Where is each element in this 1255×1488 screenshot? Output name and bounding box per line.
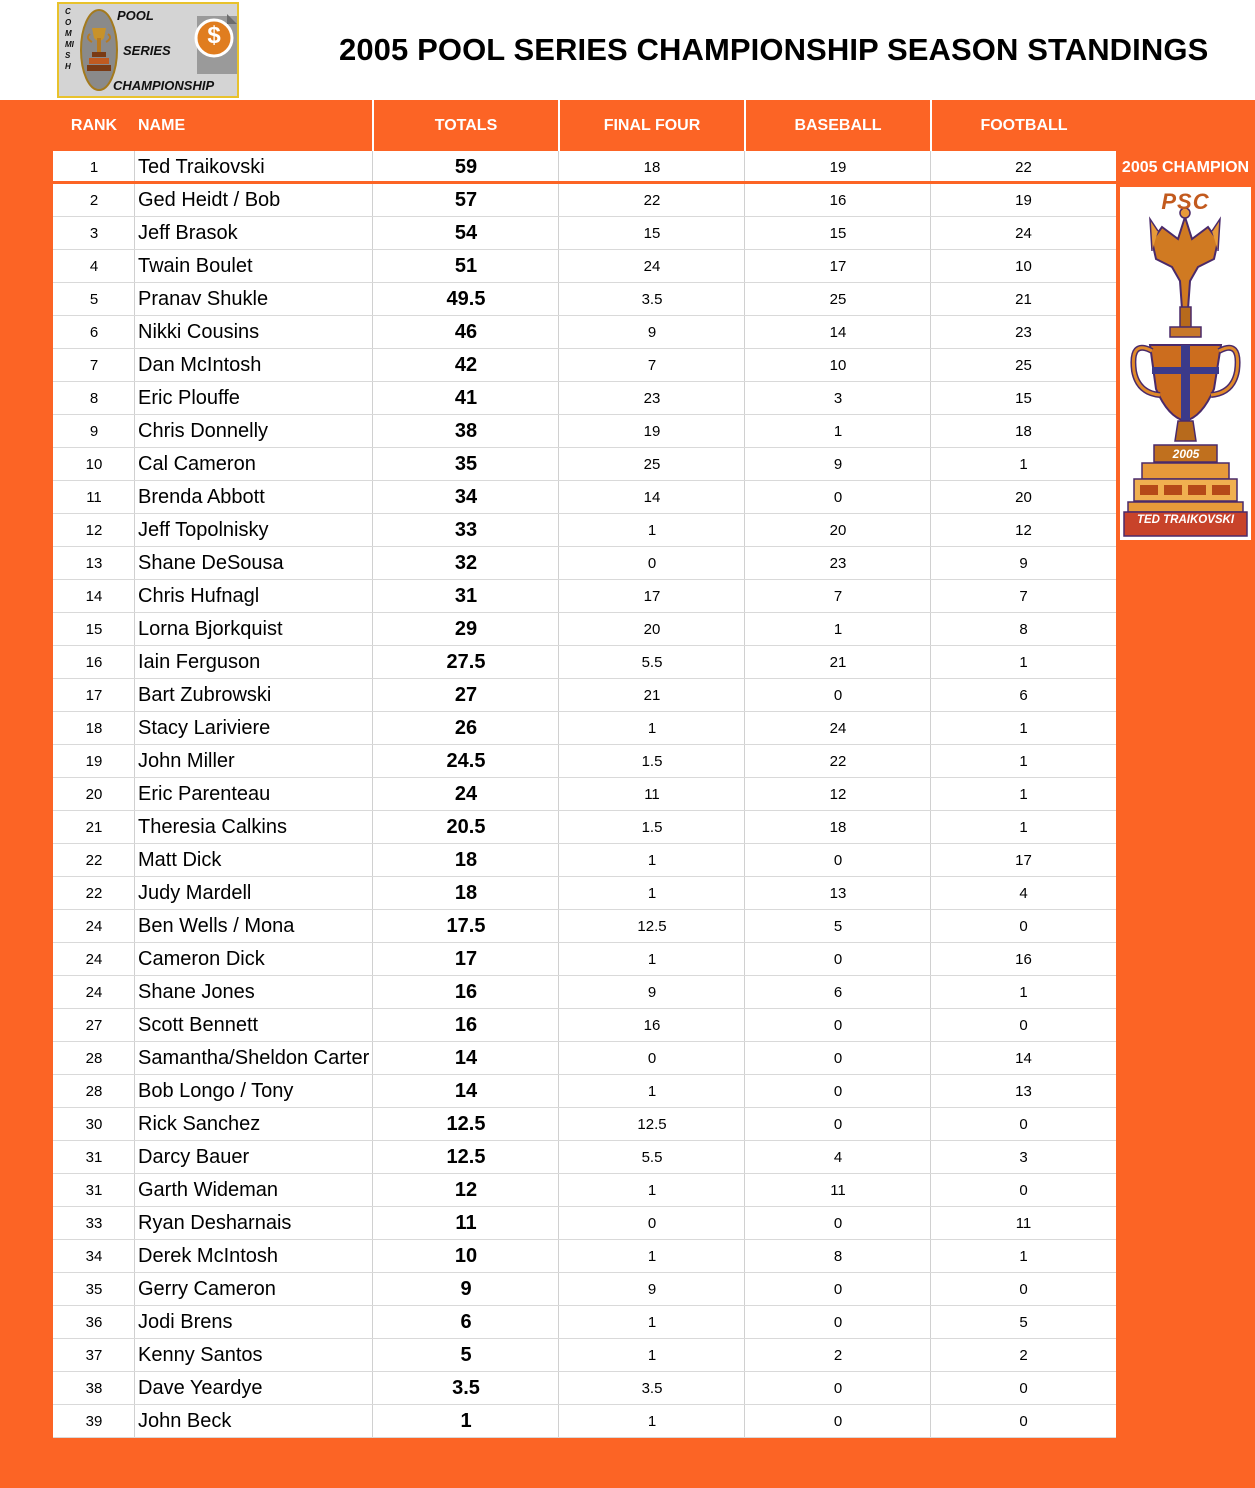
baseball-cell: 10	[829, 357, 847, 374]
baseball-cell: 0	[833, 1281, 843, 1298]
baseball-cell: 0	[833, 1050, 843, 1067]
table-row	[53, 283, 1116, 316]
football-cell: 0	[1019, 1281, 1028, 1298]
final-four-cell: 5.5	[641, 654, 663, 671]
rank-cell: 3	[89, 225, 99, 242]
totals-cell: 38	[454, 420, 478, 442]
rank-cell: 10	[85, 456, 103, 473]
football-cell: 0	[1019, 1182, 1028, 1199]
rank-cell: 22	[85, 852, 103, 869]
totals-cell: 11	[455, 1212, 477, 1234]
football-cell: 23	[1015, 324, 1032, 341]
totals-cell: 14	[454, 1080, 478, 1102]
baseball-cell: 1	[833, 621, 843, 638]
totals-cell: 10	[454, 1245, 478, 1267]
final-four-cell: 3.5	[641, 291, 663, 308]
totals-cell: 59	[454, 156, 478, 178]
name-cell: Twain Boulet	[138, 255, 253, 277]
name-cell: Bob Longo / Tony	[138, 1080, 294, 1102]
rank-cell: 24	[85, 951, 103, 968]
column-header-final-four: FINAL FOUR	[603, 117, 701, 134]
rank-cell: 27	[85, 1017, 103, 1034]
rank-cell: 34	[85, 1248, 103, 1265]
totals-cell: 1	[460, 1410, 472, 1432]
table-row	[53, 712, 1116, 745]
football-cell: 7	[1019, 588, 1028, 605]
baseball-cell: 0	[833, 852, 843, 869]
baseball-cell: 0	[833, 1314, 843, 1331]
baseball-cell: 18	[829, 819, 847, 836]
football-cell: 24	[1015, 225, 1032, 242]
name-cell: Bart Zubrowski	[138, 684, 272, 706]
final-four-cell: 3.5	[641, 1380, 663, 1397]
totals-cell: 16	[454, 1014, 478, 1036]
football-cell: 21	[1015, 291, 1032, 308]
final-four-cell: 12.5	[637, 918, 667, 935]
final-four-cell: 1	[647, 720, 657, 737]
football-cell: 0	[1019, 1380, 1028, 1397]
rank-cell: 19	[85, 753, 103, 770]
table-row	[53, 1240, 1116, 1273]
rank-cell: 6	[89, 324, 99, 341]
name-cell: Theresia Calkins	[138, 816, 287, 838]
totals-cell: 41	[454, 387, 478, 409]
baseball-cell: 14	[829, 324, 847, 341]
baseball-cell: 0	[833, 951, 843, 968]
final-four-cell: 24	[643, 258, 661, 275]
rank-cell: 1	[89, 159, 99, 176]
name-cell: Jeff Brasok	[138, 222, 238, 244]
name-cell: Dave Yeardye	[138, 1377, 263, 1399]
totals-cell: 17	[454, 948, 478, 970]
table-row	[53, 481, 1116, 514]
football-cell: 11	[1015, 1215, 1032, 1232]
football-cell: 1	[1019, 456, 1028, 473]
final-four-cell: 7	[647, 357, 657, 374]
football-cell: 5	[1019, 1314, 1028, 1331]
totals-cell: 18	[454, 882, 478, 904]
totals-cell: 26	[454, 717, 478, 739]
name-cell: Stacy Lariviere	[138, 717, 271, 739]
table-row	[53, 1042, 1116, 1075]
rank-cell: 5	[89, 291, 99, 308]
football-cell: 12	[1015, 522, 1032, 539]
football-cell: 0	[1019, 1413, 1028, 1430]
trophy-title: PSC	[1161, 189, 1210, 214]
baseball-cell: 6	[833, 984, 843, 1001]
totals-cell: 32	[454, 552, 478, 574]
table-row	[53, 1141, 1116, 1174]
rank-cell: 17	[85, 687, 103, 704]
final-four-cell: 1	[647, 1182, 657, 1199]
table-row	[53, 844, 1116, 877]
football-cell: 17	[1015, 852, 1032, 869]
baseball-cell: 17	[829, 258, 847, 275]
name-cell: Pranav Shukle	[138, 288, 269, 310]
table-row	[53, 943, 1116, 976]
baseball-cell: 4	[833, 1149, 843, 1166]
baseball-cell: 22	[829, 753, 847, 770]
rank-cell: 24	[85, 984, 103, 1001]
football-cell: 20	[1015, 489, 1032, 506]
baseball-cell: 0	[833, 1116, 843, 1133]
name-cell: John Beck	[138, 1410, 232, 1432]
table-row	[53, 1108, 1116, 1141]
football-cell: 13	[1015, 1083, 1032, 1100]
table-row	[53, 514, 1116, 547]
rank-cell: 35	[85, 1281, 103, 1298]
baseball-cell: 21	[829, 654, 847, 671]
final-four-cell: 21	[643, 687, 661, 704]
page-title: 2005 POOL SERIES CHAMPIONSHIP SEASON STANDINGS	[339, 32, 1209, 67]
totals-cell: 34	[454, 486, 478, 508]
baseball-cell: 0	[833, 1380, 843, 1397]
rank-cell: 28	[85, 1083, 103, 1100]
final-four-cell: 1	[647, 1347, 657, 1364]
table-row	[53, 1009, 1116, 1042]
rank-cell: 39	[85, 1413, 103, 1430]
name-cell: Cameron Dick	[138, 948, 265, 970]
football-cell: 4	[1019, 885, 1028, 902]
football-cell: 9	[1019, 555, 1028, 572]
baseball-cell: 0	[833, 687, 843, 704]
rank-cell: 9	[89, 423, 99, 440]
final-four-cell: 1	[647, 852, 657, 869]
football-cell: 0	[1019, 1017, 1028, 1034]
rank-cell: 20	[85, 786, 103, 803]
name-cell: Chris Donnelly	[138, 420, 269, 442]
table-row	[53, 547, 1116, 580]
name-cell: Gerry Cameron	[138, 1278, 276, 1300]
rank-cell: 31	[85, 1182, 103, 1199]
name-cell: Samantha/Sheldon Carter	[138, 1047, 370, 1069]
final-four-cell: 1	[647, 885, 657, 902]
rank-cell: 36	[85, 1314, 103, 1331]
football-cell: 1	[1019, 1248, 1028, 1265]
final-four-cell: 1	[647, 951, 657, 968]
baseball-cell: 20	[829, 522, 847, 539]
final-four-cell: 14	[643, 489, 661, 506]
table-row	[53, 613, 1116, 646]
final-four-cell: 1	[647, 522, 657, 539]
table-row	[53, 184, 1116, 217]
table-row	[53, 217, 1116, 250]
totals-cell: 3.5	[452, 1377, 480, 1399]
standings-table	[53, 151, 1116, 1437]
table-row	[53, 1174, 1116, 1207]
logo-commish-text: COMMISH	[65, 7, 74, 71]
column-header-football: FOOTBALL	[980, 117, 1068, 134]
trophy-year: 2005	[1172, 447, 1200, 461]
table-row	[53, 1207, 1116, 1240]
table-row	[53, 316, 1116, 349]
table-row	[53, 349, 1116, 382]
name-cell: Ben Wells / Mona	[138, 915, 295, 937]
name-cell: Derek McIntosh	[138, 1245, 279, 1267]
table-row	[53, 1306, 1116, 1339]
baseball-cell: 3	[833, 390, 843, 407]
table-row	[53, 745, 1116, 778]
rank-cell: 16	[85, 654, 103, 671]
final-four-cell: 0	[647, 1050, 657, 1067]
final-four-cell: 1	[647, 1314, 657, 1331]
champion-trophy	[1120, 187, 1251, 540]
final-four-cell: 17	[643, 588, 661, 605]
table-row	[53, 1339, 1116, 1372]
table-row	[53, 976, 1116, 1009]
football-cell: 3	[1019, 1149, 1028, 1166]
final-four-cell: 15	[643, 225, 661, 242]
football-cell: 1	[1019, 819, 1028, 836]
baseball-cell: 24	[829, 720, 847, 737]
totals-cell: 12.5	[446, 1113, 486, 1135]
final-four-cell: 23	[643, 390, 661, 407]
logo-championship-text: CHAMPIONSHIP	[113, 78, 215, 93]
table-row	[53, 778, 1116, 811]
column-header-baseball: BASEBALL	[794, 117, 882, 134]
final-four-cell: 0	[647, 555, 657, 572]
totals-cell: 54	[454, 222, 478, 244]
final-four-cell: 20	[643, 621, 661, 638]
football-cell: 18	[1015, 423, 1032, 440]
name-cell: Ted Traikovski	[138, 156, 265, 178]
pool-series-logo	[57, 2, 239, 98]
name-cell: Garth Wideman	[138, 1179, 279, 1201]
final-four-cell: 1.5	[641, 753, 663, 770]
table-row	[53, 1273, 1116, 1306]
rank-cell: 2	[89, 192, 99, 209]
football-cell: 6	[1019, 687, 1028, 704]
baseball-cell: 0	[833, 489, 843, 506]
rank-cell: 7	[89, 357, 99, 374]
name-cell: Rick Sanchez	[138, 1113, 261, 1135]
totals-cell: 33	[454, 519, 478, 541]
rank-cell: 28	[85, 1050, 103, 1067]
name-cell: Ryan Desharnais	[138, 1212, 292, 1234]
baseball-cell: 25	[829, 291, 847, 308]
rank-cell: 24	[85, 918, 103, 935]
football-cell: 1	[1019, 786, 1028, 803]
rank-cell: 33	[85, 1215, 103, 1232]
rank-cell: 11	[86, 489, 102, 506]
rank-cell: 15	[85, 621, 103, 638]
table-row	[53, 910, 1116, 943]
table-row	[53, 448, 1116, 481]
table-row	[53, 580, 1116, 613]
football-cell: 0	[1019, 1116, 1028, 1133]
totals-cell: 42	[454, 354, 478, 376]
name-cell: Shane DeSousa	[138, 552, 284, 574]
totals-cell: 27.5	[446, 651, 486, 673]
table-row	[53, 415, 1116, 448]
football-cell: 2	[1019, 1347, 1028, 1364]
final-four-cell: 18	[643, 159, 661, 176]
rank-cell: 18	[85, 720, 103, 737]
final-four-cell: 9	[647, 324, 657, 341]
baseball-cell: 1	[833, 423, 843, 440]
table-row	[53, 646, 1116, 679]
baseball-cell: 11	[830, 1182, 846, 1199]
rank-cell: 30	[85, 1116, 103, 1133]
table-row	[53, 151, 1116, 184]
table-row	[53, 811, 1116, 844]
totals-cell: 57	[454, 189, 478, 211]
baseball-cell: 8	[833, 1248, 843, 1265]
table-row	[53, 250, 1116, 283]
rank-cell: 37	[85, 1347, 103, 1364]
football-cell: 8	[1019, 621, 1028, 638]
table-row	[53, 1405, 1116, 1438]
baseball-cell: 7	[833, 588, 843, 605]
name-cell: Shane Jones	[138, 981, 255, 1003]
name-cell: Brenda Abbott	[138, 486, 265, 508]
baseball-cell: 13	[829, 885, 847, 902]
name-cell: Ged Heidt / Bob	[138, 189, 281, 211]
rank-cell: 14	[85, 588, 103, 605]
name-cell: Chris Hufnagl	[138, 585, 260, 607]
final-four-cell: 9	[647, 984, 657, 1001]
final-four-cell: 1	[647, 1413, 657, 1430]
totals-cell: 31	[454, 585, 478, 607]
football-cell: 25	[1015, 357, 1032, 374]
trophy-winner-name: TED TRAIKOVSKI	[1136, 514, 1235, 526]
football-cell: 1	[1019, 654, 1028, 671]
baseball-cell: 0	[833, 1083, 843, 1100]
baseball-cell: 23	[829, 555, 847, 572]
rank-cell: 4	[89, 258, 99, 275]
table-row	[53, 382, 1116, 415]
name-cell: Iain Ferguson	[138, 651, 261, 673]
table-row	[53, 1372, 1116, 1405]
header	[0, 0, 1255, 100]
final-four-cell: 16	[643, 1017, 661, 1034]
rank-cell: 8	[89, 390, 99, 407]
name-cell: Eric Parenteau	[138, 783, 271, 805]
final-four-cell: 5.5	[641, 1149, 663, 1166]
champion-label: 2005 CHAMPION	[1121, 159, 1250, 176]
totals-cell: 24	[454, 783, 478, 805]
final-four-cell: 1	[647, 1083, 657, 1100]
totals-cell: 17.5	[446, 915, 486, 937]
final-four-cell: 9	[647, 1281, 657, 1298]
name-cell: Lorna Bjorkquist	[138, 618, 283, 640]
name-cell: Kenny Santos	[138, 1344, 263, 1366]
totals-cell: 27	[454, 684, 478, 706]
totals-cell: 14	[454, 1047, 478, 1069]
baseball-cell: 9	[833, 456, 843, 473]
baseball-cell: 15	[829, 225, 847, 242]
football-cell: 16	[1015, 951, 1032, 968]
name-cell: Scott Bennett	[138, 1014, 259, 1036]
baseball-cell: 5	[833, 918, 843, 935]
name-cell: Judy Mardell	[138, 882, 252, 904]
table-row	[53, 1075, 1116, 1108]
football-cell: 19	[1015, 192, 1032, 209]
column-header-rank: RANK	[70, 117, 118, 134]
table-row	[53, 679, 1116, 712]
logo-pool-text: POOL	[117, 8, 154, 23]
football-cell: 15	[1015, 390, 1032, 407]
final-four-cell: 12.5	[637, 1116, 667, 1133]
football-cell: 0	[1019, 918, 1028, 935]
baseball-cell: 0	[833, 1215, 843, 1232]
table-row	[53, 877, 1116, 910]
totals-cell: 16	[454, 981, 478, 1003]
final-four-cell: 1	[647, 1248, 657, 1265]
name-cell: Jeff Topolnisky	[138, 519, 269, 541]
football-cell: 1	[1019, 720, 1028, 737]
logo-series-text: SERIES	[123, 43, 171, 58]
totals-cell: 29	[454, 618, 478, 640]
baseball-cell: 0	[833, 1413, 843, 1430]
rank-cell: 21	[85, 819, 103, 836]
totals-cell: 35	[454, 453, 478, 475]
final-four-cell: 22	[643, 192, 661, 209]
totals-cell: 20.5	[446, 816, 486, 838]
name-cell: Dan McIntosh	[138, 354, 262, 376]
final-four-cell: 19	[643, 423, 661, 440]
final-four-cell: 25	[643, 456, 661, 473]
football-cell: 22	[1015, 159, 1032, 176]
totals-cell: 49.5	[446, 288, 486, 310]
football-cell: 1	[1019, 753, 1028, 770]
baseball-cell: 2	[833, 1347, 843, 1364]
rank-cell: 38	[85, 1380, 103, 1397]
football-cell: 10	[1015, 258, 1032, 275]
name-cell: Nikki Cousins	[138, 321, 260, 343]
totals-cell: 51	[454, 255, 478, 277]
rank-cell: 31	[85, 1149, 103, 1166]
totals-cell: 46	[454, 321, 478, 343]
totals-cell: 5	[460, 1344, 472, 1366]
column-header-totals: TOTALS	[434, 117, 498, 134]
totals-cell: 18	[454, 849, 478, 871]
football-cell: 1	[1019, 984, 1028, 1001]
totals-cell: 24.5	[446, 750, 486, 772]
final-four-cell: 0	[647, 1215, 657, 1232]
rank-cell: 22	[85, 885, 103, 902]
baseball-cell: 12	[829, 786, 847, 803]
name-cell: Eric Plouffe	[138, 387, 240, 409]
name-cell: Cal Cameron	[138, 453, 256, 475]
totals-cell: 12	[454, 1179, 478, 1201]
column-header-name: NAME	[138, 117, 186, 134]
final-four-cell: 11	[644, 786, 660, 803]
baseball-cell: 16	[829, 192, 847, 209]
football-cell: 14	[1015, 1050, 1032, 1067]
rank-cell: 12	[85, 522, 103, 539]
trophy-icon	[1122, 189, 1249, 538]
name-cell: Darcy Bauer	[138, 1146, 250, 1168]
final-four-cell: 1.5	[641, 819, 663, 836]
totals-cell: 6	[460, 1311, 472, 1333]
rank-cell: 13	[85, 555, 103, 572]
baseball-cell: 19	[829, 159, 847, 176]
name-cell: Matt Dick	[138, 849, 222, 871]
name-cell: Jodi Brens	[138, 1311, 233, 1333]
dollar-icon: $	[207, 22, 221, 49]
totals-cell: 9	[460, 1278, 472, 1300]
totals-cell: 12.5	[446, 1146, 486, 1168]
baseball-cell: 0	[833, 1017, 843, 1034]
name-cell: John Miller	[138, 750, 235, 772]
